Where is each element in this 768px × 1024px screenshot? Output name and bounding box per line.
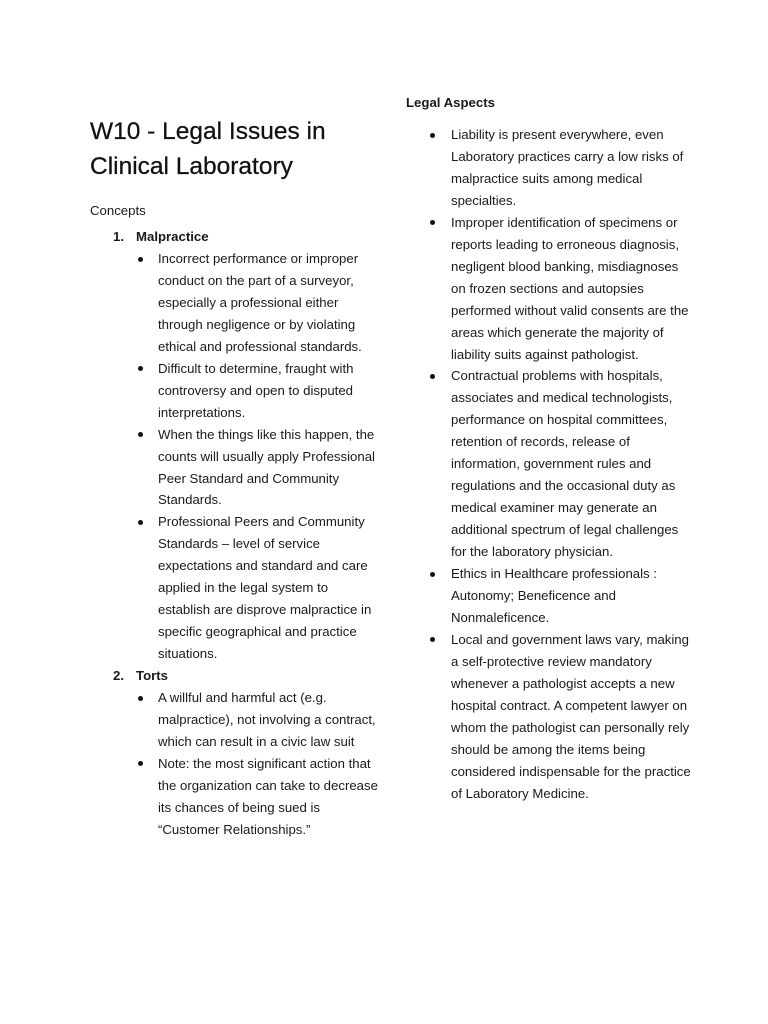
list-item: Note: the most significant action that the organization can take to decrease its chances of being sued is “Customer Relationships.”	[136, 753, 380, 841]
list-item: Improper identification of specimens or reports leading to erroneous diagnosis, negligent blood banking, misdiagnoses on frozen sections and autopsies performed without valid consents are the areas which generate the majority of liability suits against pathologist.	[406, 212, 696, 366]
section-malpractice	[90, 226, 380, 665]
bullet-icon	[430, 133, 435, 138]
list-item: When the things like this happen, the counts will usually apply Professional Peer Standard and Community Standards.	[136, 424, 380, 512]
bullet-icon	[138, 696, 143, 701]
list-item: Ethics in Healthcare professionals : Autonomy; Beneficence and Nonmaleficence.	[406, 563, 696, 629]
section-number: 1.	[113, 229, 124, 244]
bullet-icon	[430, 572, 435, 577]
section-torts	[90, 665, 380, 841]
bullet-icon	[430, 220, 435, 225]
list-item: Incorrect performance or improper conduct on the part of a surveyor, especially a professional either through negligence or by violating ethical and professional standards.	[136, 248, 380, 358]
concepts-list	[90, 226, 380, 841]
bullet-icon	[138, 520, 143, 525]
bullet-icon	[138, 257, 143, 262]
section-heading: Malpractice	[136, 229, 209, 244]
bullet-icon	[430, 374, 435, 379]
list-item: A willful and harmful act (e.g. malpractice), not involving a contract, which can result in a civic law suit	[136, 687, 380, 753]
document-title	[90, 114, 380, 184]
bullet-icon	[138, 366, 143, 371]
bullet-icon	[430, 637, 435, 642]
list-item: Difficult to determine, fraught with controversy and open to disputed interpretations.	[136, 358, 380, 424]
left-column	[90, 114, 380, 841]
right-column	[406, 92, 696, 805]
bullet-icon	[138, 432, 143, 437]
malpractice-bullets	[136, 248, 380, 665]
bullet-icon	[138, 761, 143, 766]
legal-aspects-bullets	[406, 124, 696, 805]
list-item: Liability is present everywhere, even Laboratory practices carry a low risks of malpractice suits among medical specialties.	[406, 124, 696, 212]
section-heading: Torts	[136, 668, 168, 684]
torts-bullets	[136, 687, 380, 841]
legal-aspects-heading: Legal Aspects	[406, 95, 495, 110]
list-item: Professional Peers and Community Standards – level of service expectations and standard and care applied in the legal system to establish are disprove malpractice in specific geographical and practice situations.	[136, 511, 380, 665]
concepts-label: Concepts	[90, 203, 146, 218]
title-line-2: Clinical Laboratory	[90, 153, 293, 180]
section-number: 2.	[113, 668, 124, 684]
list-item: Contractual problems with hospitals, associates and medical technologists, performance on hospital committees, retention of records, release of information, government rules and regulations and the occasional duty as medical examiner may generate an additional spectrum of legal challenges for the laboratory physician.	[406, 365, 696, 563]
title-line-1: W10 - Legal Issues in	[90, 118, 326, 145]
list-item: Local and government laws vary, making a self-protective review mandatory whenever a pathologist accepts a new hospital contract. A competent lawyer on whom the pathologist can personally rely should be among the items being considered indispensable for the practice of Laboratory Medicine.	[406, 629, 696, 805]
